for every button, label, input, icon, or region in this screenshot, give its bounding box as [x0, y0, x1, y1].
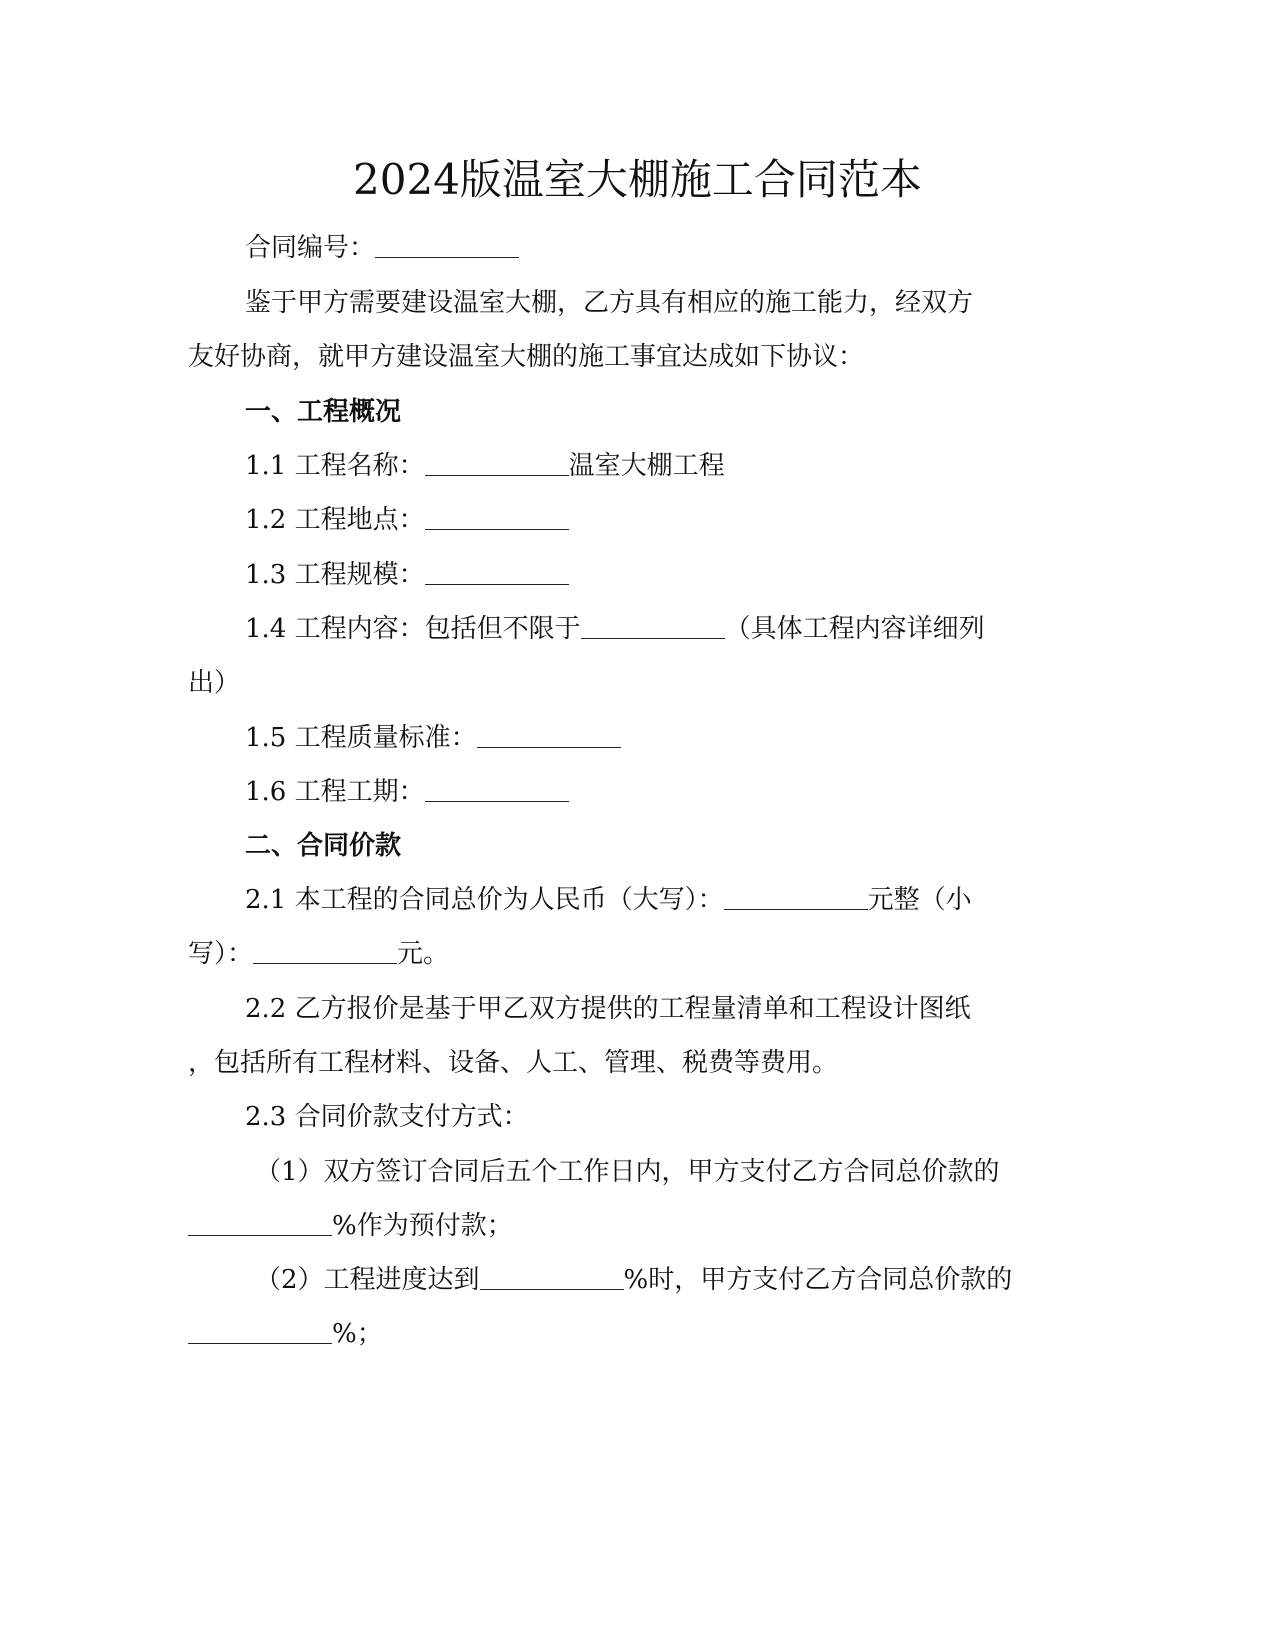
payment-2-suffix: %；	[332, 1319, 383, 1349]
preamble-line-1: 鉴于甲方需要建设温室大棚，乙方具有相应的施工能力，经双方	[245, 288, 974, 318]
item-1-2-blank	[425, 501, 569, 530]
payment-2-middle: %时，甲方支付乙方合同总价款的	[623, 1265, 1013, 1295]
item-1-6-label: 1.6 工程工期：	[245, 777, 425, 807]
item-2-2-line-1: 2.2 乙方报价是基于甲乙双方提供的工程量清单和工程设计图纸	[245, 994, 971, 1024]
item-1-1-suffix: 温室大棚工程	[568, 451, 725, 481]
item-2-1-suffix: 元整（小	[867, 885, 972, 915]
item-1-4-blank	[581, 610, 725, 639]
item-1-4-suffix: （具体工程内容详细列	[724, 614, 985, 644]
item-1-5-label: 1.5 工程质量标准：	[245, 723, 477, 753]
item-1-4	[245, 609, 985, 649]
preamble-line-2: 友好协商，就甲方建设温室大棚的施工事宜达成如下协议：	[188, 342, 865, 372]
item-2-1-cont-suffix: 元。	[397, 939, 450, 969]
item-2-3: 2.3 合同价款支付方式：	[245, 1102, 529, 1132]
section-2-heading: 二、合同价款	[245, 831, 402, 861]
item-2-1-continuation	[188, 934, 449, 974]
item-1-5-blank	[477, 719, 621, 748]
section-1-heading: 一、工程概况	[245, 397, 402, 427]
contract-number-blank	[375, 229, 519, 258]
payment-1-blank	[188, 1207, 332, 1236]
item-2-1-label: 2.1 本工程的合同总价为人民币（大写）：	[245, 885, 724, 915]
item-2-1-blank	[724, 881, 868, 910]
document-title: 2024版温室大棚施工合同范本	[353, 155, 922, 204]
payment-2-blank-2	[188, 1315, 332, 1344]
payment-1-line-2	[188, 1206, 513, 1246]
item-1-6-blank	[425, 773, 569, 802]
item-1-1	[245, 446, 725, 486]
contract-number-label: 合同编号：	[245, 233, 376, 263]
payment-1-line-1: （1）双方签订合同后五个工作日内，甲方支付乙方合同总价款的	[255, 1157, 1000, 1187]
payment-2-line-1	[255, 1260, 1012, 1300]
item-1-4-label: 1.4 工程内容：包括但不限于	[245, 614, 581, 644]
payment-2-blank	[480, 1261, 624, 1290]
payment-2-line-2	[188, 1314, 383, 1354]
item-2-1	[245, 880, 972, 920]
item-1-1-label: 1.1 工程名称：	[245, 451, 425, 481]
item-1-6	[245, 772, 569, 812]
item-1-3	[245, 555, 569, 595]
payment-1-suffix: %作为预付款；	[332, 1211, 513, 1241]
item-1-3-blank	[425, 556, 569, 585]
item-2-1-cont-prefix: 写）：	[188, 939, 254, 969]
item-1-2-label: 1.2 工程地点：	[245, 505, 425, 535]
item-1-2	[245, 500, 569, 540]
payment-2-prefix: （2）工程进度达到	[255, 1265, 480, 1295]
item-1-4-continuation: 出）	[188, 668, 241, 698]
item-2-2-line-2: ，包括所有工程材料、设备、人工、管理、税费等费用。	[188, 1048, 839, 1078]
item-1-3-label: 1.3 工程规模：	[245, 560, 425, 590]
item-1-5	[245, 718, 621, 758]
item-1-1-blank	[425, 447, 569, 476]
contract-number-line	[245, 228, 519, 268]
item-2-1-cont-blank	[253, 935, 397, 964]
